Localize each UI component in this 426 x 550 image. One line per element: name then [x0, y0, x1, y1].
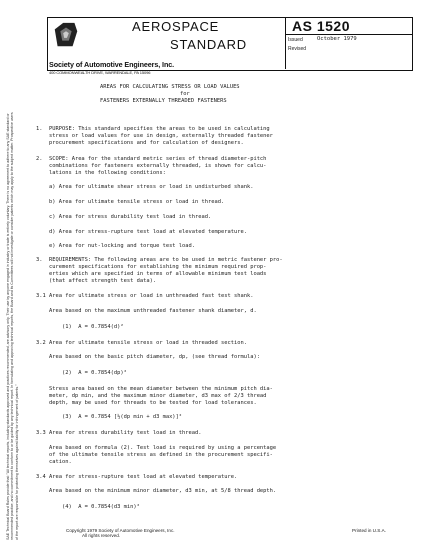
body-line: meter, dp min, and the maximum minor diameter, d3 max of 2/3 thread	[36, 393, 267, 399]
issued-label: Issued	[288, 37, 303, 43]
formula-3: (3) A = 0.7854 [½(dp min + d3 max)]²	[36, 414, 183, 420]
body-line: b) Area for ultimate tensile stress or load in thread.	[36, 199, 225, 205]
body-line: combinations for fasteners externally threaded, is shown for calcu-	[36, 163, 267, 169]
title-line-1: AREAS FOR CALCULATING STRESS OR LOAD VALUES	[100, 84, 240, 90]
body-line: d) Area for stress-rupture test load at elevated temperature.	[36, 229, 247, 235]
title-line-3: FASTENERS EXTERNALLY THREADED FASTENERS	[100, 98, 227, 104]
org-name: Society of Automotive Engineers, Inc.	[49, 60, 175, 69]
body-line: a) Area for ultimate shear stress or load in undisturbed shank.	[36, 184, 254, 190]
title-aerospace: AEROSPACE	[132, 19, 220, 34]
body-line: Area based on the basic pitch diameter, dp, (see thread formula):	[36, 354, 260, 360]
header-divider-horizontal	[285, 34, 412, 35]
sae-logo-icon	[51, 20, 81, 50]
formula-2: (2) A = 0.7854(dp)²	[36, 370, 127, 376]
footer-printed: Printed in U.S.A.	[352, 528, 386, 533]
title-line-2: for	[180, 91, 190, 97]
body-line: curement specifications for establishing the minimum required prop-	[36, 264, 267, 270]
issued-date: October 1979	[317, 36, 357, 42]
body-line: Area based on the minimum minor diameter, d3 min, at 5/8 thread depth.	[36, 488, 277, 494]
body-line: procurement specifications and for calculation of designers.	[36, 140, 244, 146]
revised-label: Revised	[288, 46, 307, 52]
body-line: 3.2 Area for ultimate tensile stress or load in threaded section.	[36, 340, 247, 346]
formula-4: (4) A = 0.7854(d3 min)²	[36, 504, 140, 510]
body-line: erties which are specified in terms of allowable minimum test loads	[36, 271, 267, 277]
title-standard: STANDARD	[170, 37, 247, 52]
body-line: Stress area based on the mean diameter between the minimum pitch dia-	[36, 386, 273, 392]
body-line: 3.4 Area for stress-rupture test load at elevated temperature.	[36, 474, 238, 480]
formula-1: (1) A = 0.7854(d)²	[36, 324, 124, 330]
body-line: Area based on the maximum unthreaded fastener shank diameter, d.	[36, 308, 257, 314]
copyright-text: Copyright 1979 Society of Automotive Engineers, Inc.	[66, 528, 175, 533]
body-line: 3.3 Area for stress durability test load in thread.	[36, 430, 202, 436]
header-divider-vertical	[285, 17, 286, 69]
body-line: c) Area for stress durability test load in thread.	[36, 214, 212, 220]
body-line: (that affect strength test data).	[36, 278, 157, 284]
rights-text: All rights reserved.	[82, 533, 121, 538]
footer-copyright	[66, 528, 175, 538]
body-line: stress or load values for use in design, externally threaded fastener	[36, 133, 273, 139]
org-block	[49, 60, 174, 75]
body-line: e) Area for nut-locking and torque test load.	[36, 243, 196, 249]
body-line: lations in the following conditions:	[36, 170, 166, 176]
body-line: 3. REQUIREMENTS: The following areas are to be used in metric fastener pro-	[36, 257, 283, 263]
body-line: 1. PURPOSE: This standard specifies the areas to be used in calculating	[36, 126, 270, 132]
body-line: depth, may be used for threads to be tested for load tolerances.	[36, 400, 257, 406]
body-line: Area based on formula (2). Test load is required by using a percentage	[36, 445, 277, 451]
vertical-notice: SAE Technical Board Rules provide that: "All technical reports, including standards approved and practices recommended, are advisory only. Their use by anyone engaged in industry or trade is entirely voluntary. There is no agreement to adhere to any SAE standard or recommended practice, and no commitment to conform to or be guided by any technical report. In formulating and approving technical reports, the Board and its Committees will not investigate or consider patents which may apply to the subject matter. Prospective users of the report are responsible for protecting themselves against liability for infringement of patents."	[6, 112, 19, 540]
body-line: of the ultimate tensile stress as defined in the procurement specifi-	[36, 452, 273, 458]
body-line: cation.	[36, 459, 72, 465]
org-address: 400 COMMONWEALTH DRIVE, WARRENDALE, PA 15096	[49, 70, 151, 75]
body-line: 3.1 Area for ultimate stress or load in unthreaded fast test shank.	[36, 293, 254, 299]
doc-number: AS 1520	[292, 18, 350, 34]
body-line: 2. SCOPE: Area for the standard metric series of thread diameter-pitch	[36, 156, 267, 162]
